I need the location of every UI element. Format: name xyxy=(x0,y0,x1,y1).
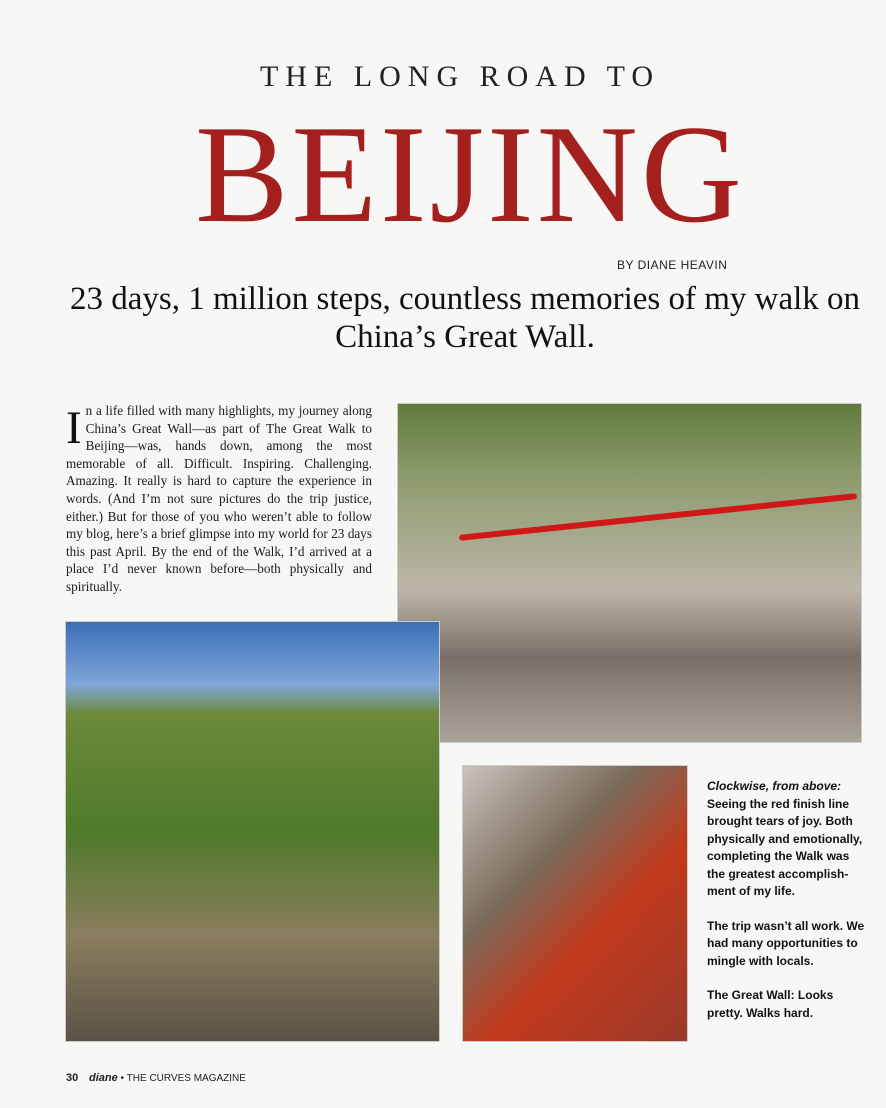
drop-cap: I xyxy=(66,402,82,454)
footer-separator: • xyxy=(120,1073,125,1084)
photo-caption xyxy=(707,778,867,1039)
article-headline: BEIJING xyxy=(195,97,745,252)
red-ribbon xyxy=(459,493,857,541)
caption-text-1: Seeing the red finish line brought tears of joy. Both physically and emotionally, completing the Walk was the greatest accomplishment of my life. xyxy=(707,796,863,898)
caption-text-3: The Great Wall: Looks pretty. Walks hard. xyxy=(707,988,834,1020)
page-number: 30 xyxy=(66,1072,79,1084)
caption-lead: Clockwise, from above: xyxy=(707,779,842,793)
magazine-name: THE CURVES MAGAZINE xyxy=(126,1073,246,1084)
byline: BY DIANE HEAVIN xyxy=(617,258,728,272)
body-text: n a life filled with many highlights, my journey along China’s Great Wall—as part of The Great Walk to Beijing—was, hands down, among the most memorable of all. Difficult. Inspiring. Challenging. Amazing. It really is hard to capture the experience in words. (And I’m not sure pictures do the trip justice, either.) But for those of you who weren’t able to follow my blog, here’s a brief glimpse into my world for 23 days this past April. By the end of the Walk, I’d arrived at a place I’d never known before—both physically and spiritually. xyxy=(66,403,372,594)
photo-finish-line xyxy=(397,403,862,743)
article-kicker: THE LONG ROAD TO xyxy=(259,60,661,93)
photo-great-wall xyxy=(65,621,440,1042)
magazine-brand: diane xyxy=(89,1072,118,1084)
page-footer xyxy=(66,1072,246,1084)
caption-text-2: The trip wasn’t all work. We had many opportunities to mingle with locals. xyxy=(707,918,865,968)
photo-locals xyxy=(462,765,688,1042)
article-subtitle: 23 days, 1 million steps, countless memories of my walk on China’s Great Wall. xyxy=(69,281,861,355)
article-body xyxy=(66,402,372,596)
